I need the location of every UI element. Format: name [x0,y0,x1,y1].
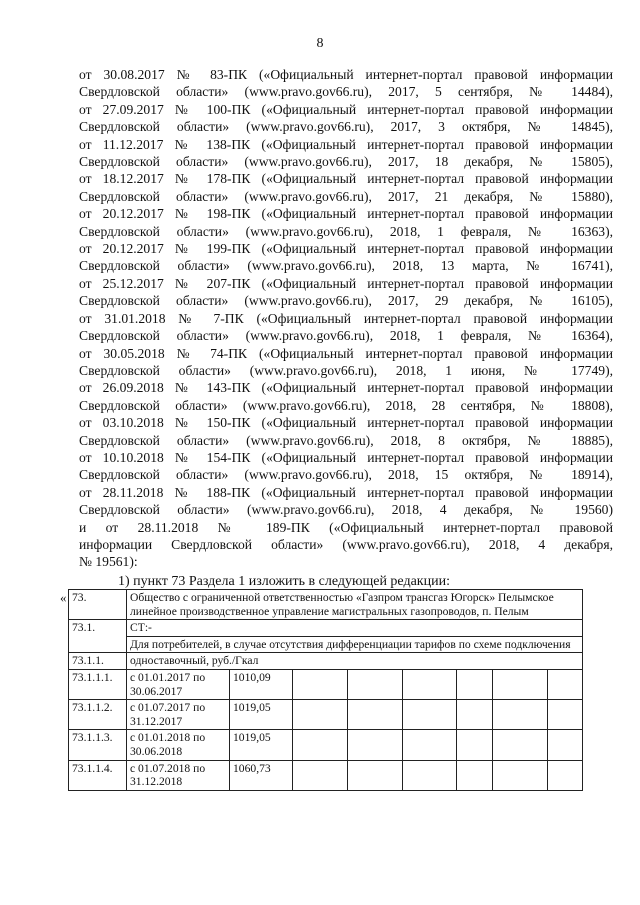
body-line: Свердловской области» (www.pravo.gov66.ru), 2018, 15 октября, № 18914), [79,467,613,483]
body-line: от 18.12.2017 № 178-ПК («Официальный интернет-портал правовой информации [79,171,613,187]
empty-cell [457,760,493,790]
body-line: от 30.05.2018 № 74-ПК («Официальный интернет-портал правовой информации [79,345,613,361]
empty-cell [548,730,583,760]
body-line: и от 28.11.2018 № 189-ПК («Официальный интернет-портал правовой [79,519,613,535]
empty-cell [293,669,348,699]
period-number: 73.1.1.3. [69,730,127,760]
body-line: Свердловской области» (www.pravo.gov66.ru), 2017, 3 октября, № 14845), [79,119,613,135]
body-line: Свердловской области» (www.pravo.gov66.ru), 2017, 29 декабря, № 16105), [79,293,613,309]
body-line: от 26.09.2018 № 143-ПК («Официальный интернет-портал правовой информации [79,380,613,396]
body-line: Свердловской области» (www.pravo.gov66.ru), 2018, 8 октября, № 18885), [79,432,613,448]
empty-cell [403,760,457,790]
body-line: от 28.11.2018 № 188-ПК («Официальный интернет-портал правовой информации [79,484,613,500]
empty-cell [348,730,403,760]
empty-cell [403,669,457,699]
empty-cell [457,700,493,730]
table-row-rate [69,653,583,670]
empty-cell [548,700,583,730]
table-row-period [69,760,583,790]
body-line: Свердловской области» (www.pravo.gov66.ru), 2018, 1 февраля, № 16364), [79,328,613,344]
body-line: Свердловской области» (www.pravo.gov66.ru), 2018, 1 июня, № 17749), [79,362,613,378]
table-row-org [69,590,583,620]
period-number: 73.1.1.4. [69,760,127,790]
body-line: от 11.12.2017 № 138-ПК («Официальный интернет-портал правовой информации [79,136,613,152]
body-line: Свердловской области» (www.pravo.gov66.ru), 2017, 21 декабря, № 15880), [79,188,613,204]
empty-cell [403,730,457,760]
org-number: 73. [69,590,127,620]
body-line: Свердловской области» (www.pravo.gov66.ru), 2018, 28 сентября, № 18808), [79,397,613,413]
table-row-period [69,669,583,699]
period-number: 73.1.1.2. [69,700,127,730]
empty-cell [493,669,548,699]
empty-cell [548,760,583,790]
body-line: информации Свердловской области» (www.pravo.gov66.ru), 2018, 4 декабря, [79,536,613,552]
empty-cell [548,669,583,699]
empty-cell [493,730,548,760]
body-line: Свердловской области» (www.pravo.gov66.ru), 2018, 4 декабря, № 19560) [79,502,613,518]
page-number: 8 [316,36,324,51]
empty-cell [457,669,493,699]
body-line: от 10.10.2018 № 154-ПК («Официальный интернет-портал правовой информации [79,449,613,465]
empty-cell [348,760,403,790]
empty-cell [403,700,457,730]
empty-cell [293,700,348,730]
empty-cell [457,730,493,760]
body-line: Свердловской области» (www.pravo.gov66.ru), 2017, 5 сентября, № 14484), [79,84,613,100]
opening-quote-mark: « [60,590,67,605]
table-row-period [69,700,583,730]
body-line: от 30.08.2017 № 83-ПК («Официальный интернет-портал правовой информации [79,67,613,82]
body-line: от 03.10.2018 № 150-ПК («Официальный интернет-портал правовой информации [79,415,613,431]
rate-number: 73.1.1. [69,653,127,670]
period-dates: с 01.01.2018 по 30.06.2018 [127,730,230,760]
table-row-section [69,620,583,637]
period-value: 1060,73 [230,760,293,790]
body-line: Свердловской области» (www.pravo.gov66.ru), 2018, 13 марта, № 16741), [79,258,613,274]
period-dates: с 01.07.2018 по 31.12.2018 [127,760,230,790]
section-label: СТ:- [127,620,583,637]
body-line: № 19561): [79,554,138,570]
empty-cell [293,730,348,760]
body-line: от 20.12.2017 № 198-ПК («Официальный интернет-портал правовой информации [79,206,613,222]
period-value: 1019,05 [230,730,293,760]
amendment-line: 1) пункт 73 Раздела 1 изложить в следующей редакции: [118,574,450,589]
body-line: от 25.12.2017 № 207-ПК («Официальный интернет-портал правовой информации [79,275,613,291]
consumer-row-label: Для потребителей, в случае отсутствия дифференциации тарифов по схеме подключения [127,636,583,653]
body-line: от 31.01.2018 № 7-ПК («Официальный интернет-портал правовой информации [79,310,613,326]
rate-label: одноставочный, руб./Гкал [127,653,583,670]
empty-cell [348,700,403,730]
org-name: Общество с ограниченной ответственностью «Газпром трансгаз Югорск» Пелымское линейное производственное управление магистральных газопроводов, п. Пелым [127,590,583,620]
table-row-consumers [69,636,583,653]
period-value: 1019,05 [230,700,293,730]
body-line: от 27.09.2017 № 100-ПК («Официальный интернет-портал правовой информации [79,101,613,117]
table-row-period [69,730,583,760]
body-line: Свердловской области» (www.pravo.gov66.ru), 2017, 18 декабря, № 15805), [79,154,613,170]
period-value: 1010,09 [230,669,293,699]
period-number: 73.1.1.1. [69,669,127,699]
section-number: 73.1. [69,620,127,653]
body-line: Свердловской области» (www.pravo.gov66.ru), 2018, 1 февраля, № 16363), [79,223,613,239]
body-line: от 20.12.2017 № 199-ПК («Официальный интернет-портал правовой информации [79,241,613,257]
empty-cell [293,760,348,790]
tariff-table [68,589,583,791]
period-dates: с 01.01.2017 по 30.06.2017 [127,669,230,699]
empty-cell [348,669,403,699]
legal-references-text [79,66,613,571]
period-dates: с 01.07.2017 по 31.12.2017 [127,700,230,730]
empty-cell [493,700,548,730]
empty-cell [493,760,548,790]
